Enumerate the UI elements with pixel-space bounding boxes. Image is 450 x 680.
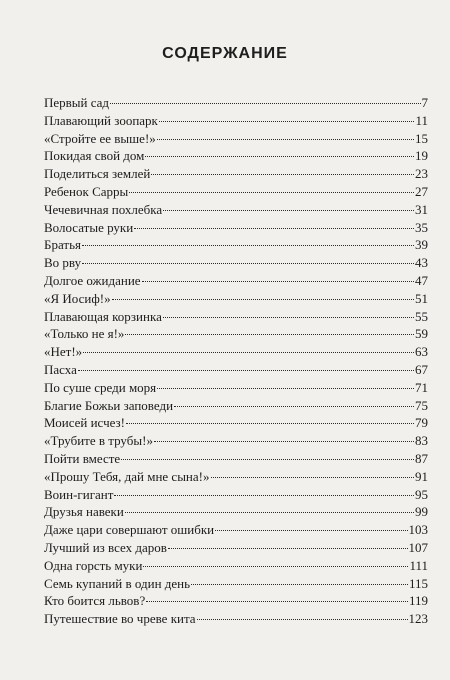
toc-entry — [44, 183, 428, 201]
toc-entry — [44, 379, 428, 397]
dot-leader — [134, 227, 414, 229]
toc-entry-page-number: 91 — [415, 468, 428, 484]
toc-entry-title: «Прошу Тебя, дай мне сына!» — [44, 468, 210, 484]
dot-leader — [142, 280, 414, 282]
dot-leader — [168, 547, 408, 549]
toc-entry — [44, 432, 428, 450]
dot-leader — [151, 173, 414, 175]
toc-entry — [44, 414, 428, 432]
toc-entry-page-number: 83 — [415, 433, 428, 449]
toc-entry-title: Плавающий зоопарк — [44, 112, 158, 128]
toc-entry-page-number: 79 — [415, 415, 428, 431]
toc-entry-title: Долгое ожидание — [44, 272, 141, 288]
toc-entry — [44, 112, 428, 130]
toc-entry-title: «Я Иосиф!» — [44, 290, 111, 306]
toc-entry — [44, 219, 428, 237]
toc-entry-title: «Стройте ее выше!» — [44, 130, 156, 146]
dot-leader — [174, 405, 414, 407]
toc-entry-title: Даже цари совершают ошибки — [44, 522, 215, 538]
dot-leader — [112, 298, 414, 300]
toc-entry-page-number: 111 — [409, 557, 428, 573]
toc-entry-page-number: 115 — [408, 575, 428, 591]
toc-entry-title: Во рву — [44, 255, 82, 271]
toc-entry-title: Первый сад — [44, 95, 110, 110]
toc-entry-page-number: 51 — [415, 290, 428, 306]
toc-entry — [44, 272, 428, 290]
toc-entry — [44, 361, 428, 379]
toc-entry-page-number: 31 — [415, 201, 428, 217]
dot-leader — [163, 316, 414, 318]
toc-entry-page-number: 55 — [415, 308, 428, 324]
toc-entry-page-number: 7 — [421, 95, 428, 110]
dot-leader — [125, 333, 414, 335]
toc-entry-title: Волосатые руки — [44, 219, 134, 235]
toc-entry-title: Плавающая корзинка — [44, 308, 162, 324]
toc-entry — [44, 486, 428, 504]
toc-entry-title: Благие Божьи заповеди — [44, 397, 174, 413]
toc-entry-page-number: 35 — [415, 219, 428, 235]
toc-entry — [44, 236, 428, 254]
toc-entry — [44, 165, 428, 183]
toc-entry-page-number: 67 — [415, 361, 428, 377]
toc-entry-page-number: 27 — [415, 183, 428, 199]
dot-leader — [78, 369, 414, 371]
toc-entry-title: Моисей исчез! — [44, 415, 125, 431]
toc-entry-page-number: 119 — [408, 593, 428, 609]
toc-entry-title: Ребенок Сарры — [44, 183, 129, 199]
toc-entry-page-number: 123 — [408, 611, 428, 627]
toc-entry-page-number: 107 — [408, 539, 428, 555]
toc-entry-page-number: 15 — [415, 130, 428, 146]
toc-entry-title: Друзья навеки — [44, 504, 124, 520]
toc-entry-page-number: 95 — [415, 486, 428, 502]
toc-entry-title: Воин-гигант — [44, 486, 114, 502]
toc-entry-page-number: 87 — [415, 450, 428, 466]
toc-entry-title: Братья — [44, 237, 81, 253]
dot-leader — [82, 262, 414, 264]
toc-entry-title: Кто боится львов? — [44, 593, 146, 609]
toc-entry — [44, 254, 428, 272]
toc-entry-page-number: 23 — [415, 166, 428, 182]
toc-entry-title: Пасха — [44, 361, 77, 377]
toc-entry-title: Пойти вместе — [44, 450, 121, 466]
dot-leader — [211, 476, 415, 478]
dot-leader — [143, 565, 408, 567]
toc-entry — [44, 503, 428, 521]
toc-entry — [44, 610, 428, 628]
toc-entry-page-number: 103 — [408, 522, 428, 538]
toc-entry-title: Одна горсть муки — [44, 557, 143, 573]
toc-entry-title: «Трубите в трубы!» — [44, 433, 153, 449]
dot-leader — [82, 244, 414, 246]
dot-leader — [83, 351, 414, 353]
toc-entry-page-number: 43 — [415, 255, 428, 271]
dot-leader — [110, 102, 420, 104]
dot-leader — [215, 529, 407, 531]
toc-entry — [44, 201, 428, 219]
toc-entry-title: Лучший из всех даров — [44, 539, 167, 555]
dot-leader — [146, 600, 408, 602]
toc-entry — [44, 539, 428, 557]
toc-entry-page-number: 39 — [415, 237, 428, 253]
toc-entry — [44, 308, 428, 326]
toc-entry — [44, 557, 428, 575]
toc-entry — [44, 94, 428, 112]
toc-entry — [44, 450, 428, 468]
dot-leader — [125, 511, 414, 513]
toc-entry — [44, 130, 428, 148]
toc-entry — [44, 592, 428, 610]
dot-leader — [129, 191, 414, 193]
toc-entry-page-number: 47 — [415, 272, 428, 288]
dot-leader — [191, 583, 408, 585]
toc-entry-title: «Нет!» — [44, 344, 83, 360]
dot-leader — [159, 120, 415, 122]
toc-entry-page-number: 63 — [415, 344, 428, 360]
toc-entry-title: По суше среди моря — [44, 379, 157, 395]
toc-entry-title: «Только не я!» — [44, 326, 125, 342]
table-of-contents — [44, 94, 428, 628]
dot-leader — [157, 138, 414, 140]
toc-entry — [44, 343, 428, 361]
dot-leader — [197, 618, 408, 620]
toc-entry-page-number: 11 — [415, 112, 428, 128]
toc-entry-title: Чечевичная похлебка — [44, 201, 163, 217]
dot-leader — [163, 209, 414, 211]
toc-entry-title: Поделиться землей — [44, 166, 151, 182]
dot-leader — [157, 387, 414, 389]
toc-entry-page-number: 19 — [415, 148, 428, 164]
toc-entry — [44, 290, 428, 308]
toc-entry — [44, 521, 428, 539]
toc-entry — [44, 397, 428, 415]
page-title: СОДЕРЖАНИЕ — [162, 45, 288, 62]
toc-entry — [44, 147, 428, 165]
dot-leader — [121, 458, 414, 460]
toc-entry-title: Путешествие во чреве кита — [44, 611, 196, 627]
dot-leader — [145, 155, 414, 157]
toc-entry-title: Семь купаний в один день — [44, 575, 191, 591]
dot-leader — [114, 494, 414, 496]
toc-entry-page-number: 75 — [415, 397, 428, 413]
toc-entry-page-number: 59 — [415, 326, 428, 342]
toc-entry-page-number: 99 — [415, 504, 428, 520]
dot-leader — [154, 440, 414, 442]
toc-entry — [44, 325, 428, 343]
dot-leader — [126, 422, 414, 424]
toc-entry — [44, 468, 428, 486]
toc-entry — [44, 575, 428, 593]
toc-entry-page-number: 71 — [415, 379, 428, 395]
toc-entry-title: Покидая свой дом — [44, 148, 145, 164]
